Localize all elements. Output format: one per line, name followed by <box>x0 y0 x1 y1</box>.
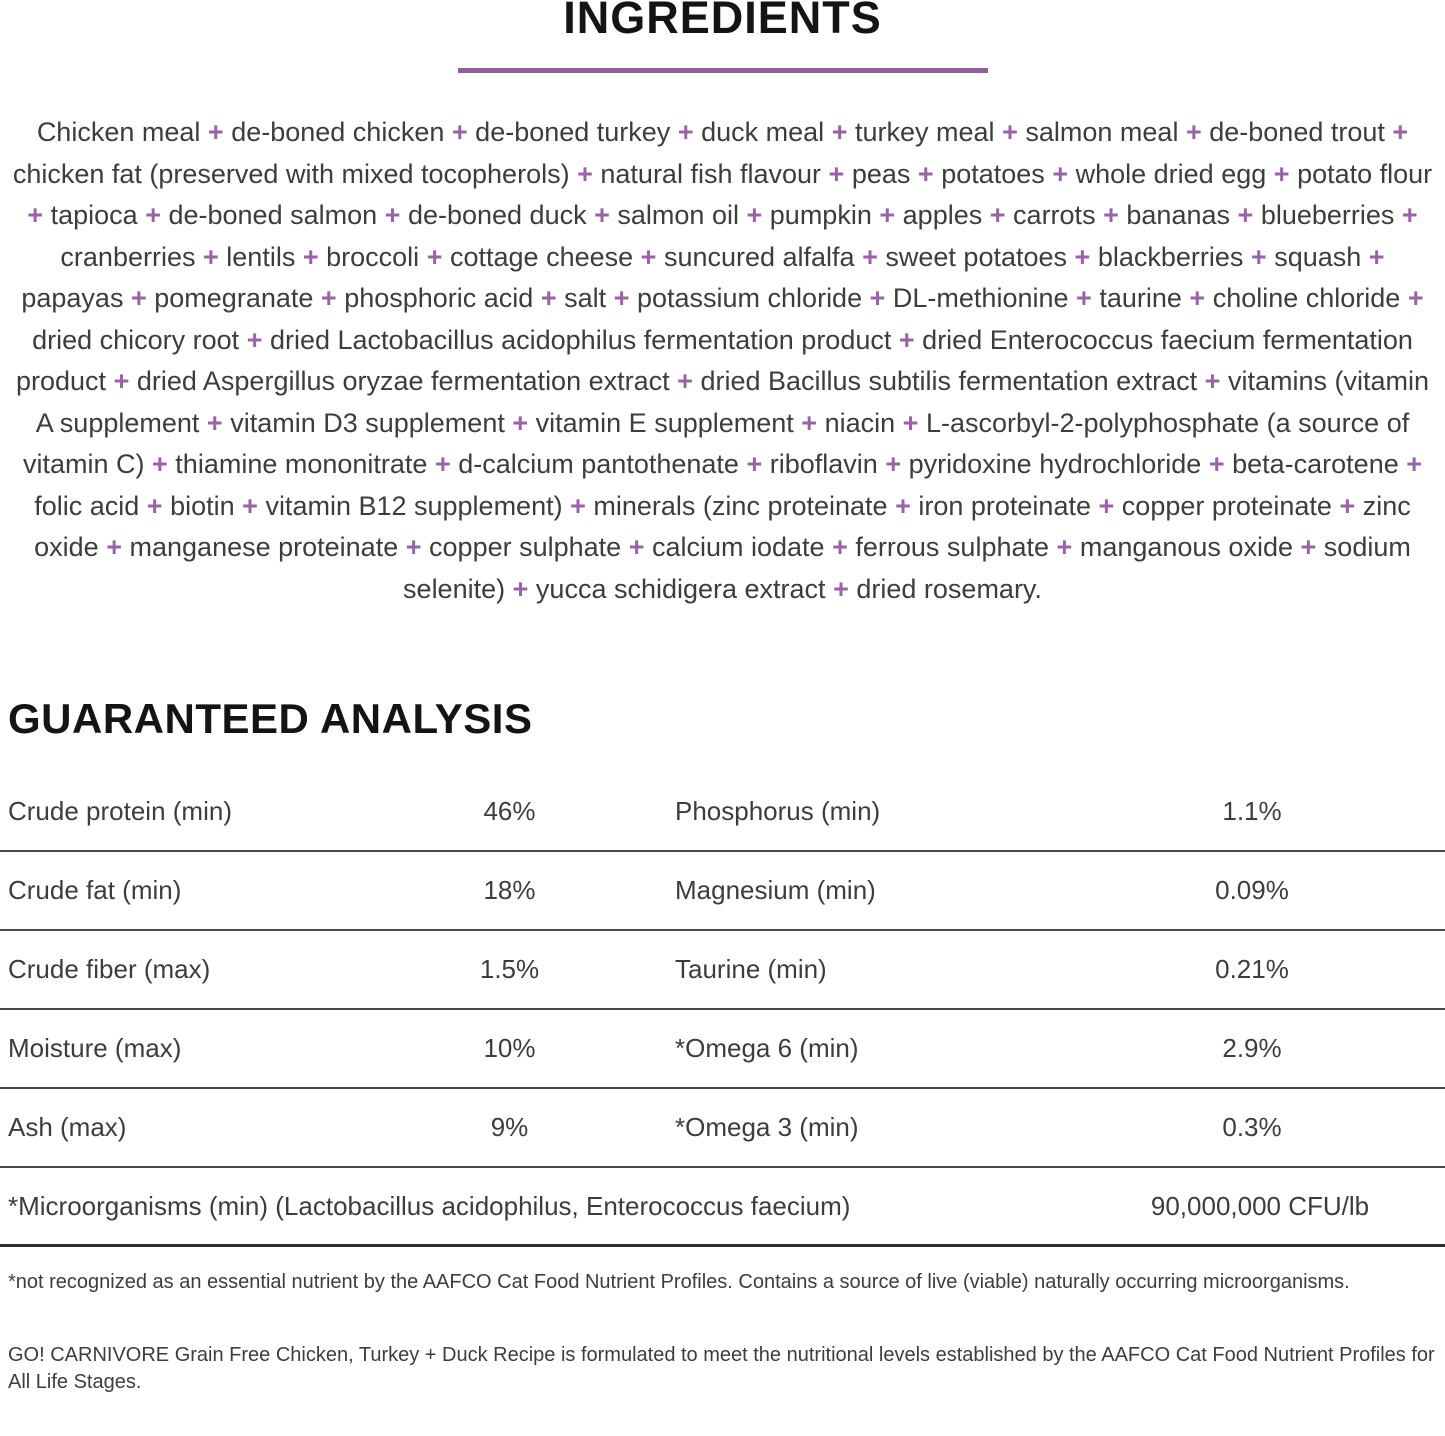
analysis-value: 10% <box>483 1033 536 1063</box>
analysis-row <box>0 773 1445 852</box>
plus-separator: + <box>246 324 263 355</box>
plus-separator: + <box>801 407 818 438</box>
analysis-value: 1.5% <box>479 954 540 984</box>
analysis-value: 90,000,000 CFU/lb <box>1150 1190 1370 1221</box>
plus-separator: + <box>1002 117 1018 147</box>
analysis-label: *Microorganisms (min) (Lactobacillus acidophilus, Enterococcus faecium) <box>8 1190 851 1221</box>
plus-separator: + <box>1406 449 1423 479</box>
plus-separator: + <box>746 200 763 230</box>
plus-separator: + <box>1300 532 1317 562</box>
analysis-row <box>0 1089 1445 1168</box>
plus-separator: + <box>152 449 168 479</box>
plus-separator: + <box>106 532 122 562</box>
plus-separator: + <box>1401 200 1418 230</box>
analysis-row-microorganisms <box>0 1168 1445 1247</box>
plus-separator: + <box>1407 283 1424 313</box>
ingredients-title: INGREDIENTS <box>563 0 882 43</box>
analysis-row <box>0 1010 1445 1089</box>
plus-separator: + <box>898 324 915 355</box>
analysis-label: Taurine (min) <box>675 954 827 984</box>
plus-separator: + <box>628 532 645 562</box>
plus-separator: + <box>130 283 147 313</box>
plus-separator: + <box>577 158 593 189</box>
plus-separator: + <box>27 200 44 230</box>
plus-separator: + <box>1368 241 1385 272</box>
plus-separator: + <box>145 200 161 230</box>
analysis-value: 18% <box>483 875 536 905</box>
analysis-row <box>0 852 1445 931</box>
plus-separator: + <box>1208 449 1225 479</box>
plus-separator: + <box>206 407 223 438</box>
plus-separator: + <box>451 117 468 147</box>
plus-separator: + <box>207 117 224 147</box>
plus-separator: + <box>242 490 258 521</box>
plus-separator: + <box>1392 117 1409 147</box>
analysis-label: Crude fat (min) <box>8 875 182 905</box>
analysis-label: Moisture (max) <box>8 1033 182 1063</box>
plus-separator: + <box>1189 283 1206 313</box>
plus-separator: + <box>862 241 878 272</box>
plus-separator: + <box>1339 490 1356 521</box>
plus-separator: + <box>677 366 693 396</box>
plus-separator: + <box>434 449 451 479</box>
purple-divider <box>458 68 988 73</box>
analysis-value: 9% <box>490 1112 529 1142</box>
analysis-label: Ash (max) <box>8 1112 127 1142</box>
guaranteed-analysis-heading: GUARANTEED ANALYSIS <box>8 695 533 742</box>
plus-separator: + <box>869 283 886 313</box>
plus-separator: + <box>879 200 896 230</box>
analysis-label: *Omega 6 (min) <box>675 1033 859 1063</box>
plus-separator: + <box>895 490 911 521</box>
plus-separator: + <box>902 407 919 438</box>
plus-separator: + <box>512 407 529 438</box>
plus-separator: + <box>613 283 630 313</box>
analysis-label: Magnesium (min) <box>675 875 876 905</box>
plus-separator: + <box>831 117 848 147</box>
analysis-value: 2.9% <box>1222 1033 1282 1063</box>
analysis-value: 0.09% <box>1215 875 1289 905</box>
analysis-label: *Omega 3 (min) <box>675 1112 859 1142</box>
plus-separator: + <box>384 200 401 230</box>
analysis-label: Phosphorus (min) <box>675 796 881 826</box>
plus-separator: + <box>1204 366 1221 396</box>
plus-separator: + <box>746 449 763 479</box>
analysis-value: 1.1% <box>1222 796 1282 826</box>
plus-separator: + <box>1103 200 1119 230</box>
plus-separator: + <box>512 573 529 604</box>
plus-separator: + <box>832 532 848 562</box>
plus-separator: + <box>1250 241 1267 272</box>
plus-separator: + <box>917 158 934 189</box>
plus-separator: + <box>1185 117 1202 147</box>
plus-separator: + <box>989 200 1006 230</box>
analysis-label: Crude fiber (max) <box>8 954 211 984</box>
plus-separator: + <box>1237 200 1254 230</box>
plus-separator: + <box>828 158 845 189</box>
plus-separator: + <box>405 532 422 562</box>
plus-separator: + <box>885 449 902 479</box>
plus-separator: + <box>677 117 694 147</box>
ingredients-text: Chicken meal + de-boned chicken + de-boned turkey + duck meal + turkey meal + salmon meal + de-boned trout + chicken fat (preserved with mixed tocopherols) + natural fish flavour + peas + potatoes + whole dried egg + potato flour + tapioca + de-boned salmon + de-boned duck + salmon oil + pumpkin + apples + carrots + bananas + blueberries + cranberries + lentils + broccoli + cottage cheese + suncured alfalfa + sweet potatoes + blackberries + squash + papayas + pomegranate + phosphoric acid + salt + potassium chloride + DL-methionine + taurine + choline chloride + dried chicory root + dried Lactobacillus acidophilus fermentation product + dried Enterococcus faecium fermentation product + dried Aspergillus oryzae fermentation extract + dried Bacillus subtilis fermentation extract + vitamins (vitamin A supplement + vitamin D3 supplement + vitamin E supplement + niacin + L-ascorbyl-2-polyphosphate (a source of vitamin C) + thiamine mononitrate + d-calcium pantothenate + riboflavin + pyridoxine hydrochloride + beta-carotene + folic acid + biotin + vitamin B12 supplement) + minerals (zinc proteinate + iron proteinate + copper proteinate + zinc oxide + manganese proteinate + copper sulphate + calcium iodate + ferrous sulphate + manganous oxide + sodium selenite) + yucca schidigera extract + dried rosemary. <box>12 117 1433 604</box>
analysis-value: 46% <box>483 796 536 826</box>
plus-separator: + <box>833 573 849 604</box>
plus-separator: + <box>640 241 657 272</box>
guaranteed-analysis-table <box>0 773 1445 1247</box>
plus-separator: + <box>203 241 219 272</box>
plus-separator: + <box>1074 241 1091 272</box>
analysis-value: 0.3% <box>1222 1112 1282 1142</box>
plus-separator: + <box>302 241 319 272</box>
plus-separator: + <box>594 200 610 230</box>
plus-separator: + <box>1056 532 1073 562</box>
analysis-label: Crude protein (min) <box>8 796 232 826</box>
plus-separator: + <box>146 490 163 521</box>
plus-separator: + <box>1098 490 1115 521</box>
plus-separator: + <box>320 283 337 313</box>
plus-separator: + <box>113 366 130 396</box>
plus-separator: + <box>1273 158 1290 189</box>
plus-separator: + <box>426 241 443 272</box>
asterisk-footnote: *not recognized as an essential nutrient by the AAFCO Cat Food Nutrient Profiles. Contains a source of live (viable) naturally occurring microorganisms. <box>8 1271 1350 1293</box>
aafco-statement: GO! CARNIVORE Grain Free Chicken, Turkey + Duck Recipe is formulated to meet the nutritional levels established by the AAFCO Cat Food Nutrient Profiles for All Life Stages. <box>8 1344 1435 1393</box>
analysis-row <box>0 931 1445 1010</box>
plus-separator: + <box>540 283 557 313</box>
plus-separator: + <box>1052 158 1069 189</box>
plus-separator: + <box>570 490 586 521</box>
analysis-value: 0.21% <box>1215 954 1289 984</box>
plus-separator: + <box>1076 283 1092 313</box>
